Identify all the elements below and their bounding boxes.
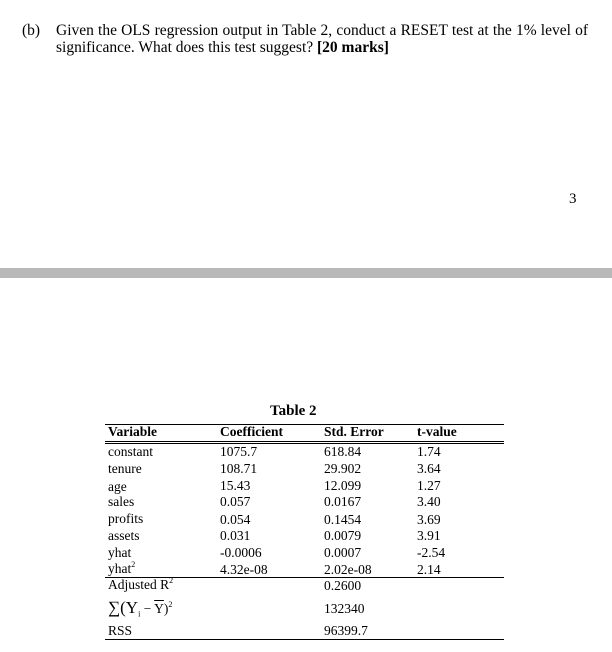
table-row-t-value: -2.54 (417, 545, 446, 560)
header-std-error: Std. Error (324, 424, 384, 439)
header-rule-1 (105, 441, 504, 442)
table-row-variable: age (108, 479, 127, 494)
table-row-coefficient: 0.031 (220, 528, 251, 543)
yhat-squared-base: yhat (108, 561, 132, 576)
header-variable: Variable (108, 424, 158, 439)
table-row-variable: constant (108, 444, 153, 459)
rss-value: 96399.7 (324, 623, 368, 638)
table-row-std-error: 2.02e-08 (324, 562, 372, 577)
table-title: Table 2 (270, 403, 317, 419)
adjusted-r2-label: Adjusted $R^2$ (108, 576, 174, 592)
adjusted-r2-value: 0.2600 (324, 578, 362, 593)
table-row-std-error: 0.1454 (324, 512, 362, 527)
table-row-std-error: 618.84 (324, 444, 362, 459)
question-text-block (56, 22, 588, 56)
table-row-variable: yhat (108, 545, 132, 560)
header-rule-2 (105, 443, 504, 444)
table-row-std-error: 12.099 (324, 478, 362, 493)
table-row-std-error: 29.902 (324, 461, 362, 476)
page-top-section (0, 0, 612, 268)
question-text: Given the OLS regression output in Table 2, conduct a RESET test at the 1% level of significance. What does this test suggest? (56, 22, 588, 56)
question-label: (b) (22, 22, 41, 39)
table-row-t-value: 1.27 (417, 478, 441, 493)
table-row-t-value: 2.14 (417, 562, 441, 577)
table-row-variable (108, 561, 135, 577)
table-row-t-value: 3.69 (417, 512, 441, 527)
table-row-variable: profits (108, 511, 144, 526)
table-row-variable: sales (108, 494, 135, 509)
header-t-value: t-value (417, 424, 457, 439)
header-coefficient: Coefficient (220, 424, 283, 439)
question-marks: [20 marks] (317, 39, 389, 56)
table-bottom-rule (105, 639, 504, 640)
table-row-coefficient: 4.32e-08 (220, 562, 268, 577)
table-row-t-value: 1.74 (417, 444, 441, 459)
page-bottom-section (0, 278, 612, 652)
page-separator (0, 268, 612, 278)
table-row-coefficient: 108.71 (220, 461, 258, 476)
table-row-coefficient: -0.0006 (220, 545, 262, 560)
table-row-variable: tenure (108, 461, 142, 476)
table-row-coefficient: 1075.7 (220, 444, 258, 459)
tss-value: 132340 (324, 601, 365, 616)
table-row-coefficient: 0.054 (220, 512, 251, 527)
table-row-variable: assets (108, 528, 140, 543)
table-row-std-error: 0.0167 (324, 494, 362, 509)
table-row-t-value: 3.91 (417, 528, 441, 543)
rss-label: RSS (108, 623, 133, 638)
table-row-std-error: 0.0079 (324, 528, 362, 543)
table-row-coefficient: 15.43 (220, 478, 251, 493)
table-row-std-error: 0.0007 (324, 545, 362, 560)
yhat-squared-exponent: 2 (131, 560, 136, 569)
table-row-t-value: 3.64 (417, 461, 441, 476)
tss-label: $\sum(Y_i - \overline{Y})^2$ (108, 598, 173, 619)
question-b (22, 22, 588, 56)
table-row-coefficient: 0.057 (220, 494, 251, 509)
page-number: 3 (569, 191, 577, 207)
table-row-t-value: 3.40 (417, 494, 441, 509)
